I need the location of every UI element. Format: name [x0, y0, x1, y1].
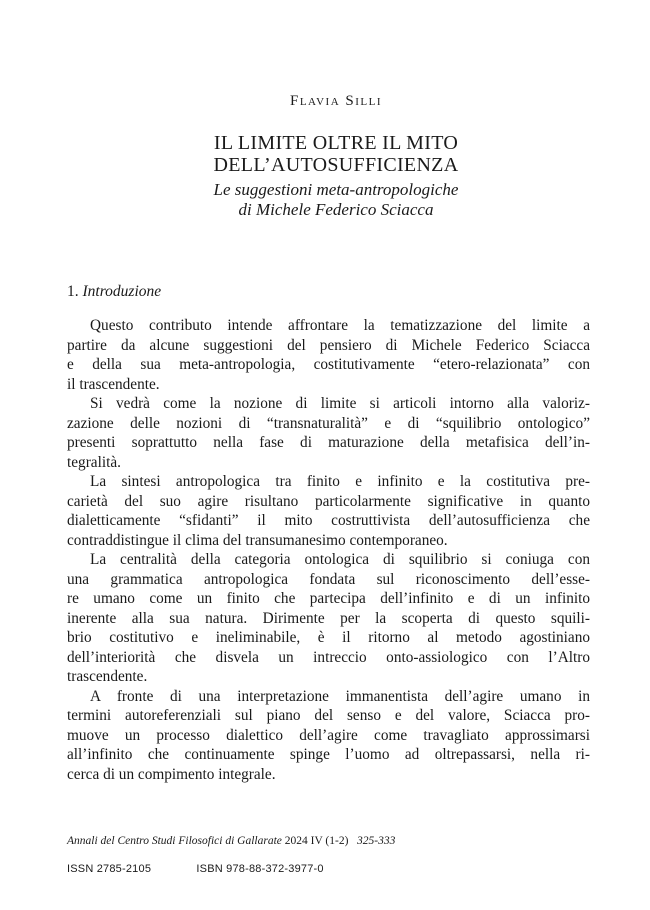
- body-line: dell’interiorità che disvela un intreccio onto-assiologico con l’Altro: [67, 648, 590, 666]
- article-subtitle: [22, 180, 650, 220]
- body-line: presenti soprattutto nella fase di maturazione della metafisica dell’in-: [67, 434, 590, 451]
- body-text: [67, 316, 590, 784]
- body-line: una grammatica antropologica fondata sul riconoscimento dell’esse-: [67, 570, 590, 588]
- author-name: Flavia Silli: [290, 93, 382, 109]
- body-line: brio costitutivo e ineliminabile, è il ritorno al metodo agostiniano: [67, 629, 590, 646]
- article-title-line-1: IL LIMITE OLTRE IL MITO: [213, 132, 459, 154]
- article-subtitle-line-1: Le suggestioni meta-antropologiche: [213, 180, 459, 199]
- journal-pages: 325-333: [357, 835, 396, 847]
- body-line: re umano come un finito che partecipa dell’infinito e di un infinito: [67, 590, 590, 607]
- body-line: cerca di un compimento integrale.: [67, 765, 276, 783]
- section-heading: [67, 283, 161, 301]
- body-line: dialetticamente “sfidanti” il mito costruttivista dell’autosufficienza che: [67, 512, 590, 529]
- journal-name: Annali del Centro Studi Filosofici di Gallarate: [67, 835, 282, 847]
- article-subtitle-line-2: di Michele Federico Sciacca: [238, 200, 434, 219]
- body-line: partire da alcune suggestioni del pensiero di Michele Federico Sciacca: [67, 336, 590, 354]
- body-line: il trascendente.: [67, 375, 160, 393]
- article-title-block: [0, 132, 650, 220]
- journal-year-volume: 2024 IV (1-2): [284, 835, 349, 847]
- body-line: Si vedrà come la nozione di limite si articoli intorno alla valoriz-: [90, 395, 590, 412]
- body-line: all’infinito che continuamente spinge l’uomo ad oltrepassarsi, nella ri-: [67, 746, 590, 763]
- isbn-number: ISBN 978-88-372-3977-0: [196, 863, 324, 875]
- body-line: contraddistingue il clima del transumanesimo contemporaneo.: [67, 531, 448, 549]
- footer-identifiers: [67, 863, 324, 875]
- body-line: muove un processo dialettico dell’agire come travagliato approssimarsi: [67, 726, 590, 744]
- issn-number: ISSN 2785-2105: [67, 863, 152, 875]
- body-line: zazione delle nozioni di “transnaturalità” e di “squilibrio ontologico”: [67, 414, 590, 432]
- body-line: A fronte di una interpretazione immanentista dell’agire umano in: [90, 687, 590, 705]
- body-line: trascendente.: [67, 668, 148, 685]
- section-name: Introduzione: [82, 283, 162, 300]
- footer-journal-citation: [67, 835, 395, 847]
- article-title-line-2: DELL’AUTOSUFFICIENZA: [213, 154, 459, 176]
- body-line: e della sua meta-antropologia, costitutivamente “etero-relazionata” con: [67, 356, 590, 373]
- body-line: Questo contributo intende affrontare la tematizzazione del limite a: [90, 317, 590, 334]
- section-number: 1.: [67, 283, 79, 300]
- body-line: La sintesi antropologica tra finito e infinito e la costitutiva pre-: [90, 473, 590, 490]
- body-line: tegralità.: [67, 453, 121, 471]
- body-line: termini autoreferenziali sul piano del senso e del valore, Sciacca pro-: [67, 707, 590, 724]
- body-line: La centralità della categoria ontologica di squilibrio si coniuga con: [90, 551, 590, 568]
- body-line: carietà del suo agire risultano particolarmente significative in quanto: [67, 492, 590, 510]
- body-line: inerente alla sua natura. Dirimente per la scoperta di questo squili-: [67, 609, 590, 627]
